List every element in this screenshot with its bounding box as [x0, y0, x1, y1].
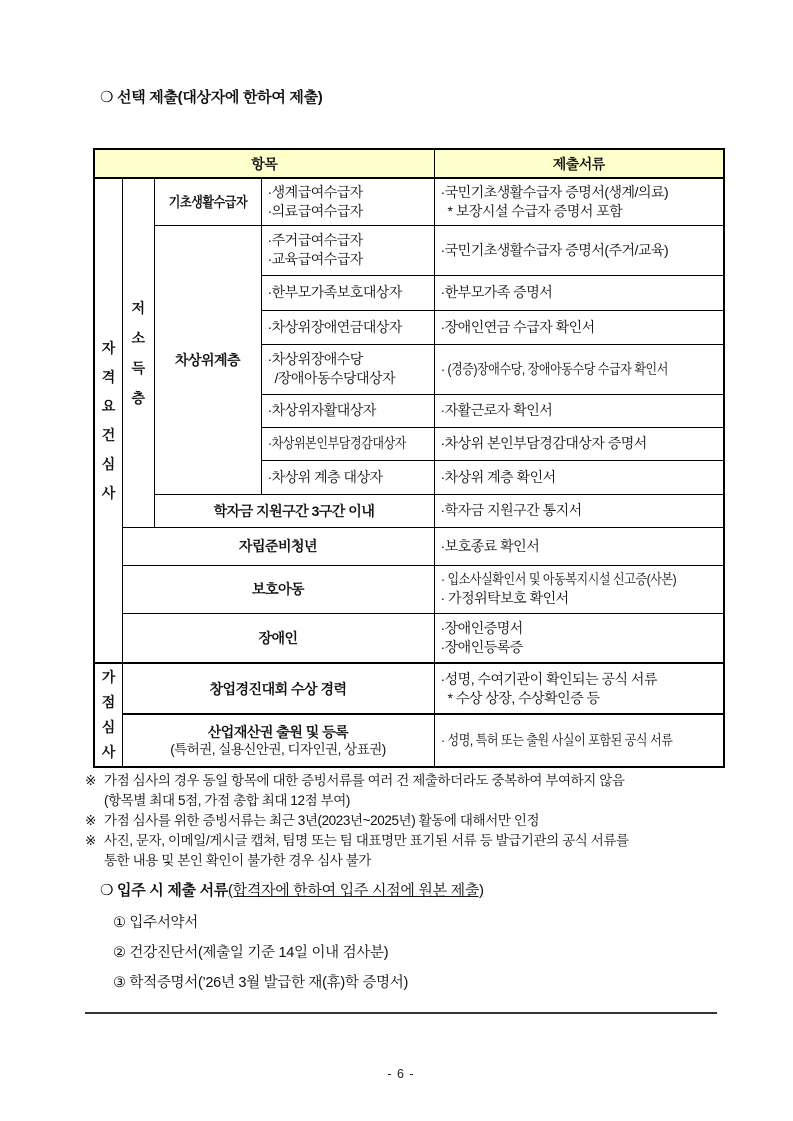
- documents-cell: ·한부모가족 증명서: [434, 275, 724, 310]
- documents-cell: ·차상위 본인부담경감대상자 증명서: [434, 427, 724, 460]
- group-label-qualification-review: 자격요건심사: [94, 178, 122, 663]
- section-title-optional-submission: ❍ 선택 제출(대상자에 한하여 제출): [100, 89, 323, 106]
- table-row: [94, 663, 724, 714]
- documents-cell: ·학자금 지원구간 통지서: [434, 494, 724, 527]
- group-label-student-aid-bracket: 학자금 지원구간 3구간 이내: [154, 494, 434, 527]
- page-number: - 6 -: [387, 1067, 415, 1081]
- documents-cell: ·국민기초생활수급자 증명서(주거/교육): [434, 225, 724, 275]
- table-row: [94, 714, 724, 767]
- documents-cell: ·자활근로자 확인서: [434, 394, 724, 427]
- item-cell: ·차상위자활대상자: [261, 394, 434, 427]
- table-row: [94, 527, 724, 565]
- group-label-disabled: 장애인: [122, 613, 434, 663]
- reference-mark-icon: ※: [85, 773, 96, 788]
- group-label-industrial-property: 산업재산권 출원 및 등록 (특허권, 실용신안권, 디자인권, 상표권): [122, 714, 434, 767]
- documents-cell: · 성명, 특허 또는 출원 사실이 포함된 공식 서류: [434, 714, 724, 767]
- table-header-row: [94, 149, 724, 178]
- table-row: [94, 225, 724, 275]
- reference-mark-icon: ※: [85, 833, 96, 848]
- footer-rule: [85, 1012, 717, 1014]
- group-label-low-income: 저소득층: [122, 178, 154, 527]
- group-label-basic-livelihood: 기초생활수급자: [154, 178, 261, 225]
- item-cell: ·차상위본인부담경감대상자: [261, 427, 434, 460]
- documents-cell: ·차상위 계층 확인서: [434, 460, 724, 494]
- group-label-startup-contest: 창업경진대회 수상 경력: [122, 663, 434, 714]
- footnote-line: (항목별 최대 5점, 가점 총합 최대 12점 부여): [104, 793, 350, 808]
- footnote-line: 가점 심사의 경우 동일 항목에 대한 증빙서류를 여러 건 제출하더라도 중복하여 부여하지 않음: [104, 773, 625, 788]
- item-cell: ·차상위 계층 대상자: [261, 460, 434, 494]
- section-title-move-in-documents: [100, 879, 484, 900]
- move-in-document-list: [113, 908, 408, 998]
- footnotes: [85, 771, 730, 871]
- footnote: [85, 811, 730, 831]
- footnote: [85, 831, 730, 871]
- section-title-underlined-part: (합격자에 한하여 입주 시점에 원본 제출): [227, 882, 484, 899]
- table-row: [94, 178, 724, 225]
- documents-cell: · 입소사실확인서 및 아동복지시설 신고증(사본) · 가정위탁보호 확인서: [434, 565, 724, 613]
- column-header-item: 항목: [94, 149, 434, 178]
- list-item: ③ 학적증명서(’26년 3월 발급한 재(휴)학 증명서): [113, 975, 408, 991]
- group-label-self-reliance-youth: 자립준비청년: [122, 527, 434, 565]
- list-item: ① 입주서약서: [113, 915, 198, 931]
- documents-cell: ·장애인증명서 ·장애인등록증: [434, 613, 724, 663]
- documents-cell: ·장애인연금 수급자 확인서: [434, 310, 724, 344]
- table-row: [94, 613, 724, 663]
- group-label-bonus-review: 가점심사: [94, 663, 122, 767]
- footnote-line: 가점 심사를 위한 증빙서류는 최근 3년(2023년~2025년) 활동에 대해서만 인정: [104, 813, 540, 828]
- reference-mark-icon: ※: [85, 813, 96, 828]
- submission-requirements-table: [93, 148, 725, 768]
- item-cell: ·한부모가족보호대상자: [261, 275, 434, 310]
- item-cell: ·차상위장애수당 /장애아동수당대상자: [261, 344, 434, 394]
- list-item: ② 건강진단서(제출일 기준 14일 이내 검사분): [113, 945, 389, 961]
- item-cell: ·차상위장애연금대상자: [261, 310, 434, 344]
- documents-cell: ·보호종료 확인서: [434, 527, 724, 565]
- footnote-line: 통한 내용 및 본인 확인이 불가한 경우 심사 불가: [104, 853, 371, 868]
- column-header-documents: 제출서류: [434, 149, 724, 178]
- item-cell: ·생계급여수급자 ·의료급여수급자: [261, 178, 434, 225]
- group-label-near-poor: 차상위계층: [154, 225, 261, 494]
- documents-cell: ·국민기초생활수급자 증명서(생계/의료) * 보장시설 수급자 증명서 포함: [434, 178, 724, 225]
- group-label-protected-children: 보호아동: [122, 565, 434, 613]
- item-cell: ·주거급여수급자 ·교육급여수급자: [261, 225, 434, 275]
- table-row: [94, 494, 724, 527]
- table-row: [94, 565, 724, 613]
- footnote-line: 사진, 문자, 이메일/게시글 캡쳐, 팀명 또는 팀 대표명만 표기된 서류 등 발급기관의 공식 서류를: [104, 833, 629, 848]
- section-title-bold-part: ❍ 입주 시 제출 서류: [100, 882, 228, 899]
- documents-cell: ·성명, 수여기관이 확인되는 공식 서류 * 수상 상장, 수상확인증 등: [434, 663, 724, 714]
- documents-cell: · (경증)장애수당, 장애아동수당 수급자 확인서: [434, 344, 724, 394]
- footnote: [85, 771, 730, 811]
